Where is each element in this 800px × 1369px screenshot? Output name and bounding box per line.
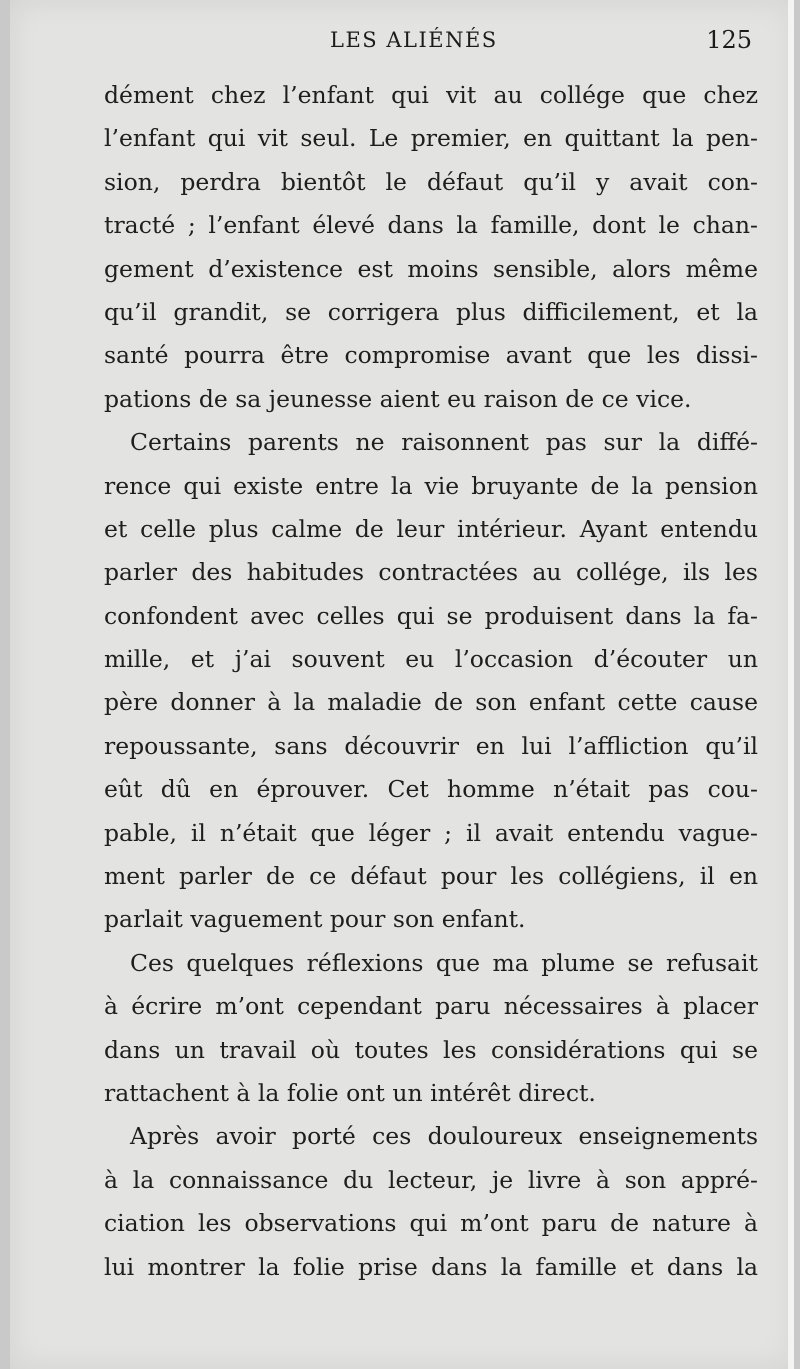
text-line: eût dû en éprouver. Cet homme n’était pas cou- [104, 775, 758, 804]
text-line: parlait vaguement pour son enfant. [104, 905, 526, 934]
text-line: et celle plus calme de leur intérieur. Ayant entendu [104, 514, 758, 543]
page-number: 125 [706, 26, 752, 54]
text-line: à la connaissance du lecteur, je livre à son appré- [104, 1165, 758, 1194]
text-line: mille, et j’ai souvent eu l’occasion d’écouter un [104, 645, 758, 674]
text-line: confondent avec celles qui se produisent dans la fa- [104, 601, 758, 630]
text-line: pations de sa jeunesse aient eu raison de ce vice. [104, 384, 692, 413]
text-line: à écrire m’ont cependant paru nécessaires à placer [104, 992, 758, 1021]
page-edge [788, 0, 794, 1369]
text-line: ciation les observations qui m’ont paru de nature à [104, 1209, 758, 1238]
text-line: ment parler de ce défaut pour les collégiens, il en [104, 862, 758, 891]
text-line: dément chez l’enfant qui vit au collége que chez [104, 81, 758, 109]
paragraph-first-line: Ces quelques réflexions que ma plume se refusait [130, 948, 758, 977]
text-line: repoussante, sans découvrir en lui l’affliction qu’il [104, 731, 758, 760]
text-line: pable, il n’était que léger ; il avait entendu vague- [104, 818, 758, 847]
text-line: dans un travail où toutes les considérations qui se [104, 1035, 758, 1064]
body-text [104, 74, 758, 1289]
running-title: LES ALIÉNÉS [330, 28, 498, 52]
text-line: sion, perdra bientôt le défaut qu’il y avait con- [104, 167, 758, 196]
paragraph-first-line: Après avoir porté ces douloureux enseignements [130, 1122, 758, 1151]
text-line: gement d’existence est moins sensible, alors même [104, 254, 758, 283]
text-line: lui montrer la folie prise dans la famille et dans la [104, 1252, 758, 1281]
text-line: tracté ; l’enfant élevé dans la famille, dont le chan- [104, 211, 758, 240]
text-line: santé pourra être compromise avant que les dissi- [104, 341, 758, 370]
text-line: rence qui existe entre la vie bruyante de la pension [104, 471, 758, 500]
page-header [0, 22, 800, 62]
text-line: parler des habitudes contractées au collége, ils les [104, 558, 758, 587]
text-line: qu’il grandit, se corrigera plus difficilement, et la [104, 297, 758, 326]
text-line: rattachent à la folie ont un intérêt direct. [104, 1078, 596, 1107]
text-line: l’enfant qui vit seul. Le premier, en quittant la pen- [104, 124, 758, 153]
text-line: père donner à la maladie de son enfant cette cause [104, 688, 758, 717]
paragraph-first-line: Certains parents ne raisonnent pas sur la diffé- [130, 428, 758, 457]
